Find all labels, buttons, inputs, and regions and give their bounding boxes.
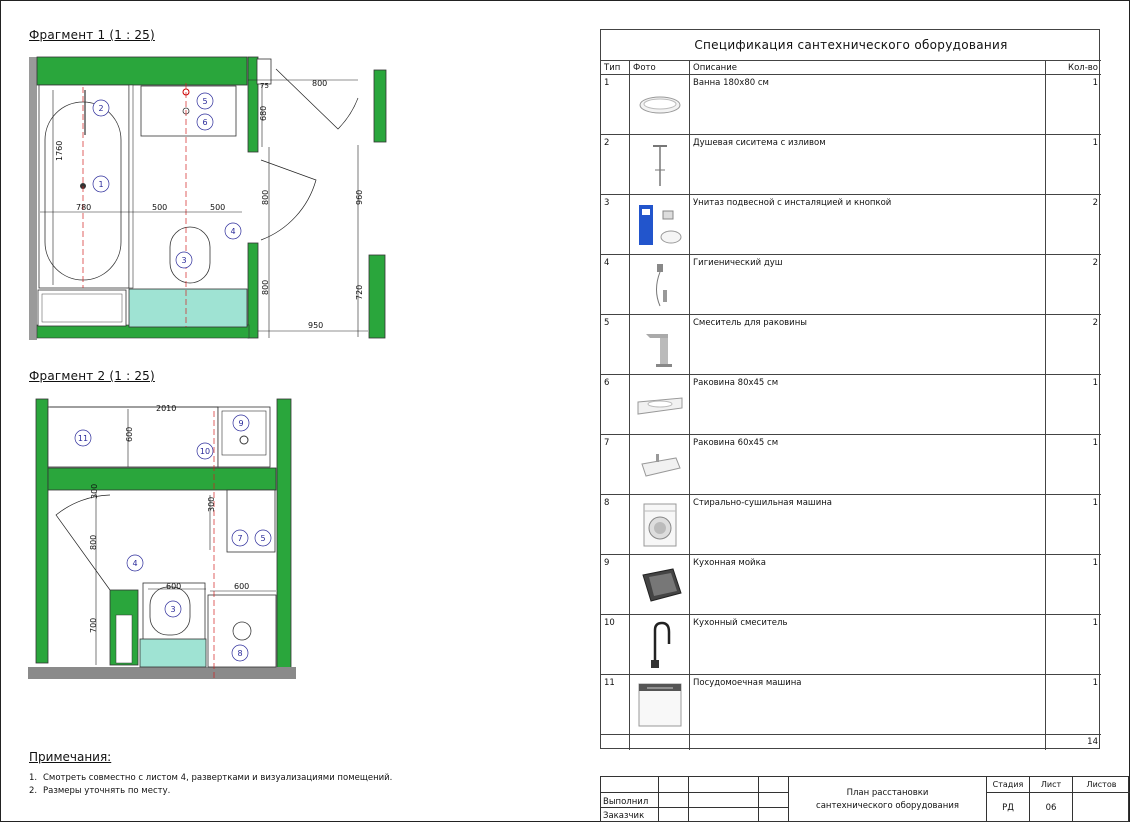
fragment-2-plan [28,395,300,683]
table-row [601,135,1101,195]
dim-700: 700 [89,617,98,633]
row-type: 11 [601,675,630,734]
marker-4: 4 [230,227,236,236]
dim-2010: 2010 [156,404,177,413]
kitchen-sink-icon [632,559,688,611]
dim-950: 950 [308,321,324,330]
row-qty: 1 [1092,438,1098,448]
row-type: 1 [601,75,630,134]
dim-780: 780 [76,203,92,212]
row-description: Унитаз подвесной с инсталяцией и кнопкой [690,195,1046,254]
row-description: Раковина 80х45 см [690,375,1046,434]
dim-960: 960 [355,189,364,205]
row-qty: 1 [1092,498,1098,508]
marker-11: 11 [77,434,89,443]
table-row [601,495,1101,555]
row-description: Кухонная мойка [690,555,1046,614]
table-row [601,615,1101,675]
table-row [601,555,1101,615]
note-item: 2. Размеры уточнять по месту. [29,786,171,796]
marker-4: 4 [132,559,138,568]
customer-label: Заказчик [603,811,645,821]
spec-rows [601,75,1101,735]
marker-5: 5 [260,534,266,543]
performed-label: Выполнил [603,797,649,807]
notes-title: Примечания: [29,750,112,764]
dim-800-top: 800 [312,79,328,88]
marker-7: 7 [237,534,243,543]
stage-label: Стадия [987,777,1030,793]
spec-title: Спецификация сантехнического оборудования [601,30,1101,61]
header-photo: Фото [630,61,690,74]
row-type: 10 [601,615,630,674]
marker-2: 2 [98,104,104,113]
dim-800: 800 [89,534,98,550]
marker-8: 8 [237,649,243,658]
fragment-2-title: Фрагмент 2 (1 : 25) [29,369,155,383]
sheets-value [1073,793,1130,822]
row-qty: 2 [1092,198,1098,208]
row-qty: 2 [1092,318,1098,328]
row-type: 9 [601,555,630,614]
table-row [601,75,1101,135]
row-type: 8 [601,495,630,554]
sheet-label: Лист [1030,777,1073,793]
marker-3: 3 [170,605,176,614]
fragment-1-plan [28,55,390,343]
table-row [601,255,1101,315]
row-qty: 1 [1092,618,1098,628]
table-row [601,195,1101,255]
table-row [601,375,1101,435]
basin-mixer-icon [632,319,688,371]
row-qty: 1 [1092,78,1098,88]
marker-1: 1 [98,180,104,189]
dim-600-washer: 600 [234,582,250,591]
sink-60-icon [632,439,688,491]
stage-value: РД [987,793,1030,822]
hygienic-shower-icon [632,259,688,311]
dim-300-left: 300 [90,483,99,499]
wall-right-upper [374,70,386,142]
wall-partition-lower [248,243,258,338]
row-type: 6 [601,375,630,434]
dim-500-a: 500 [152,203,168,212]
sheet-value: 06 [1030,793,1073,822]
wall-right [277,399,291,669]
row-qty: 1 [1092,378,1098,388]
row-qty: 1 [1092,678,1098,688]
row-description: Гигиенический душ [690,255,1046,314]
drawing-title: План расстановки сантехнического оборудования [789,777,987,822]
row-description: Ванна 180х80 см [690,75,1046,134]
row-description: Стирально-сушильная машина [690,495,1046,554]
dim-600-kitchen: 600 [125,426,134,442]
row-description: Посудомоечная машина [690,675,1046,734]
bathtub-icon [632,79,688,131]
kitchen-faucet-icon [632,619,688,671]
dim-720: 720 [355,284,364,300]
wall-partition-upper [248,57,258,152]
row-description: Смеситель для раковины [690,315,1046,374]
wall-right-lower [369,255,385,338]
wall-toilet-icon [632,199,688,251]
wall-left [29,57,37,340]
row-qty: 1 [1092,138,1098,148]
row-type: 5 [601,315,630,374]
row-description: Раковина 60х45 см [690,435,1046,494]
total-qty: 14 [1087,737,1098,747]
row-type: 7 [601,435,630,494]
specification-table [600,29,1100,749]
header-qty: Кол-во [1068,63,1098,73]
sink-80-icon [632,379,688,431]
table-row [601,675,1101,735]
shower-system-icon [632,139,688,191]
header-type: Тип [601,61,630,74]
dim-800-low: 800 [261,279,270,295]
marker-10: 10 [199,447,211,456]
dim-1760: 1760 [55,140,64,161]
row-description: Душевая сиситема с изливом [690,135,1046,194]
row-qty: 2 [1092,258,1098,268]
marker-6: 6 [202,118,208,127]
wall-top [37,57,247,85]
row-type: 2 [601,135,630,194]
dim-75: 75 [260,82,269,90]
spec-header-row [601,61,1101,75]
dim-800-mid: 800 [261,189,270,205]
title-block [600,776,1129,822]
dim-600-toilet: 600 [166,582,182,591]
marker-5: 5 [202,97,208,106]
row-type: 3 [601,195,630,254]
dim-500-b: 500 [210,203,226,212]
wall-left [36,399,48,663]
note-item: 1. Смотреть совместно с листом 4, развертками и визуализациями помещений. [29,773,393,783]
table-row [601,435,1101,495]
washer-dryer-icon [632,499,688,551]
dim-680: 680 [259,105,268,121]
row-qty: 1 [1092,558,1098,568]
row-description: Кухонный смеситель [690,615,1046,674]
table-row [601,315,1101,375]
notes-list [29,772,392,798]
marker-3: 3 [181,256,187,265]
dishwasher-icon [632,679,688,731]
dim-300-right: 300 [207,496,216,512]
installation-box [129,289,247,327]
row-type: 4 [601,255,630,314]
header-description: Описание [690,61,1046,74]
marker-9: 9 [238,419,244,428]
spec-total-row [601,735,1101,749]
floor-slab [28,667,296,679]
wall-middle [48,468,276,490]
fragment-1-title: Фрагмент 1 (1 : 25) [29,28,155,42]
sheets-label: Листов [1073,777,1130,793]
